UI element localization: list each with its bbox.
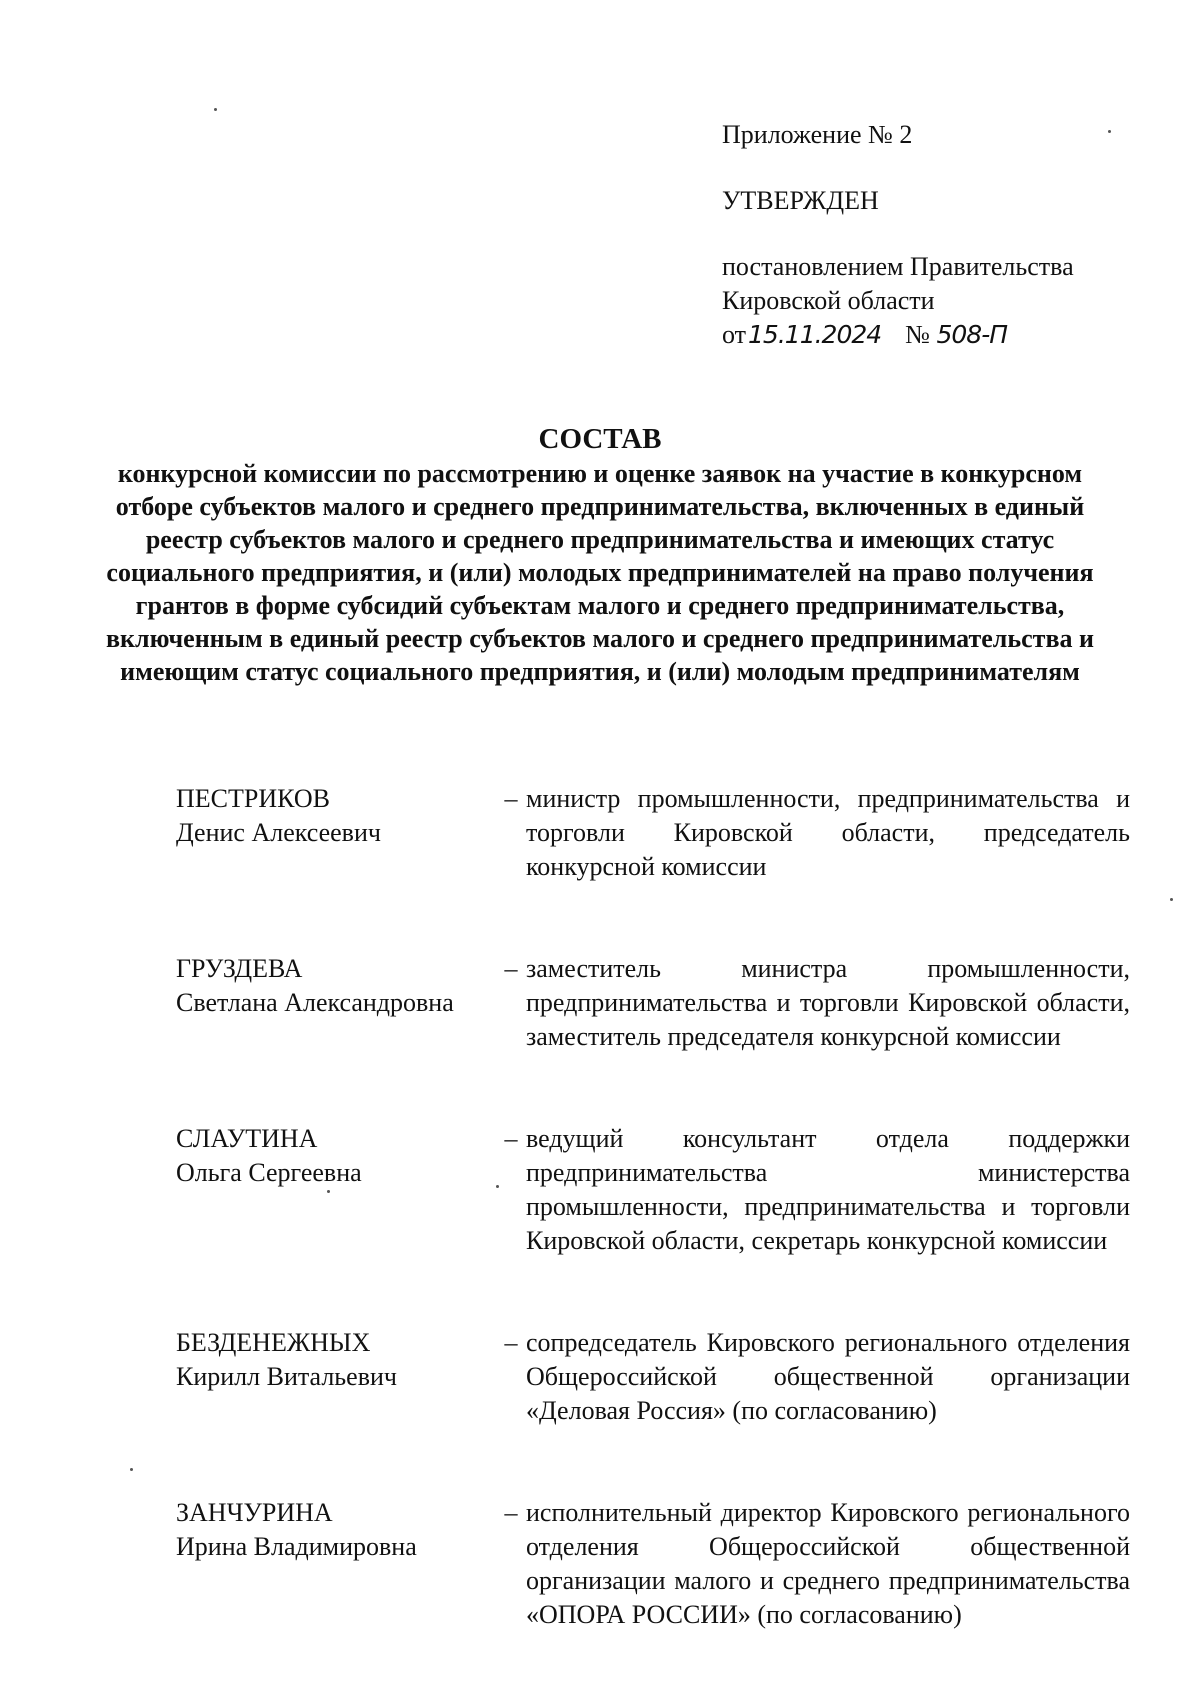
- member-role: заместитель министра промышленности, предпринимательства и торговли Кировской области, заместитель председателя конкурсной комиссии: [526, 954, 1130, 1051]
- scan-speck: [130, 1468, 133, 1471]
- scan-speck: [214, 108, 217, 111]
- approval-stamp: [722, 118, 1074, 352]
- member-role: сопредседатель Кировского регионального отделения Общероссийской общественной организации «Деловая Россия» (по согласованию): [526, 1328, 1130, 1425]
- decree-line-1: постановлением Правительства: [722, 252, 1074, 281]
- member-given-names: Ольга Сергеевна: [176, 1158, 362, 1187]
- member-row: [176, 782, 1130, 884]
- member-row: [176, 1122, 1130, 1258]
- scan-speck: [1170, 898, 1173, 901]
- handwritten-number: 508-П: [936, 320, 1008, 349]
- dash-separator: –: [504, 954, 518, 983]
- member-surname: ГРУЗДЕВА: [176, 954, 303, 983]
- scan-speck: [1108, 130, 1111, 133]
- member-given-names: Денис Алексеевич: [176, 818, 381, 847]
- member-given-names: Светлана Александровна: [176, 988, 454, 1017]
- member-role: исполнительный директор Кировского регионального отделения Общероссийской общественной организации малого и среднего предпринимательства «ОПОРА РОССИИ» (по согласованию): [526, 1498, 1130, 1629]
- dash-separator: –: [504, 784, 518, 813]
- member-row: [176, 952, 1130, 1054]
- member-role: ведущий консультант отдела поддержки предпринимательства министерства промышленности, предпринимательства и торговли Кировской области, секретарь конкурсной комиссии: [526, 1124, 1130, 1255]
- document-title: [100, 422, 1100, 688]
- appendix-label: Приложение № 2: [722, 120, 913, 149]
- member-name: [176, 782, 496, 884]
- date-prefix: от: [722, 320, 747, 349]
- member-surname: ЗАНЧУРИНА: [176, 1498, 333, 1527]
- member-name: [176, 1496, 496, 1632]
- member-given-names: Ирина Владимировна: [176, 1532, 417, 1561]
- decree-line-2: Кировской области: [722, 286, 935, 315]
- scan-speck: [327, 1190, 330, 1193]
- title-heading: СОСТАВ: [538, 423, 662, 455]
- member-row: [176, 1326, 1130, 1428]
- decree-date-line: [722, 318, 1074, 352]
- title-subtitle: конкурсной комиссии по рассмотрению и оценке заявок на участие в конкурсном отборе субъектов малого и среднего предпринимательства, включенных в единый реестр субъектов малого и среднего предпринимательства и имеющих статус социального предприятия, и (или) молодых предпринимателей на право получения грантов в форме субсидий субъектам малого и среднего предпринимательства, включенным в единый реестр субъектов малого и среднего предпринимательства и имеющим статус социального предприятия, и (или) молодым предпринимателям: [106, 459, 1094, 686]
- number-prefix: №: [905, 320, 930, 349]
- handwritten-date: 15.11.2024: [748, 320, 882, 349]
- member-given-names: Кирилл Витальевич: [176, 1362, 397, 1391]
- commission-members: [176, 782, 1130, 1700]
- member-name: [176, 1122, 496, 1258]
- dash-separator: –: [504, 1124, 518, 1153]
- member-surname: ПЕСТРИКОВ: [176, 784, 330, 813]
- member-surname: БЕЗДЕНЕЖНЫХ: [176, 1328, 371, 1357]
- dash-separator: –: [504, 1328, 518, 1357]
- member-surname: СЛАУТИНА: [176, 1124, 318, 1153]
- scan-speck: [496, 1185, 499, 1188]
- member-role: министр промышленности, предпринимательства и торговли Кировской области, председатель конкурсной комиссии: [526, 784, 1130, 881]
- member-name: [176, 952, 496, 1054]
- member-row: [176, 1496, 1130, 1632]
- approved-label: УТВЕРЖДЕН: [722, 186, 879, 215]
- member-name: [176, 1326, 496, 1428]
- dash-separator: –: [504, 1498, 518, 1527]
